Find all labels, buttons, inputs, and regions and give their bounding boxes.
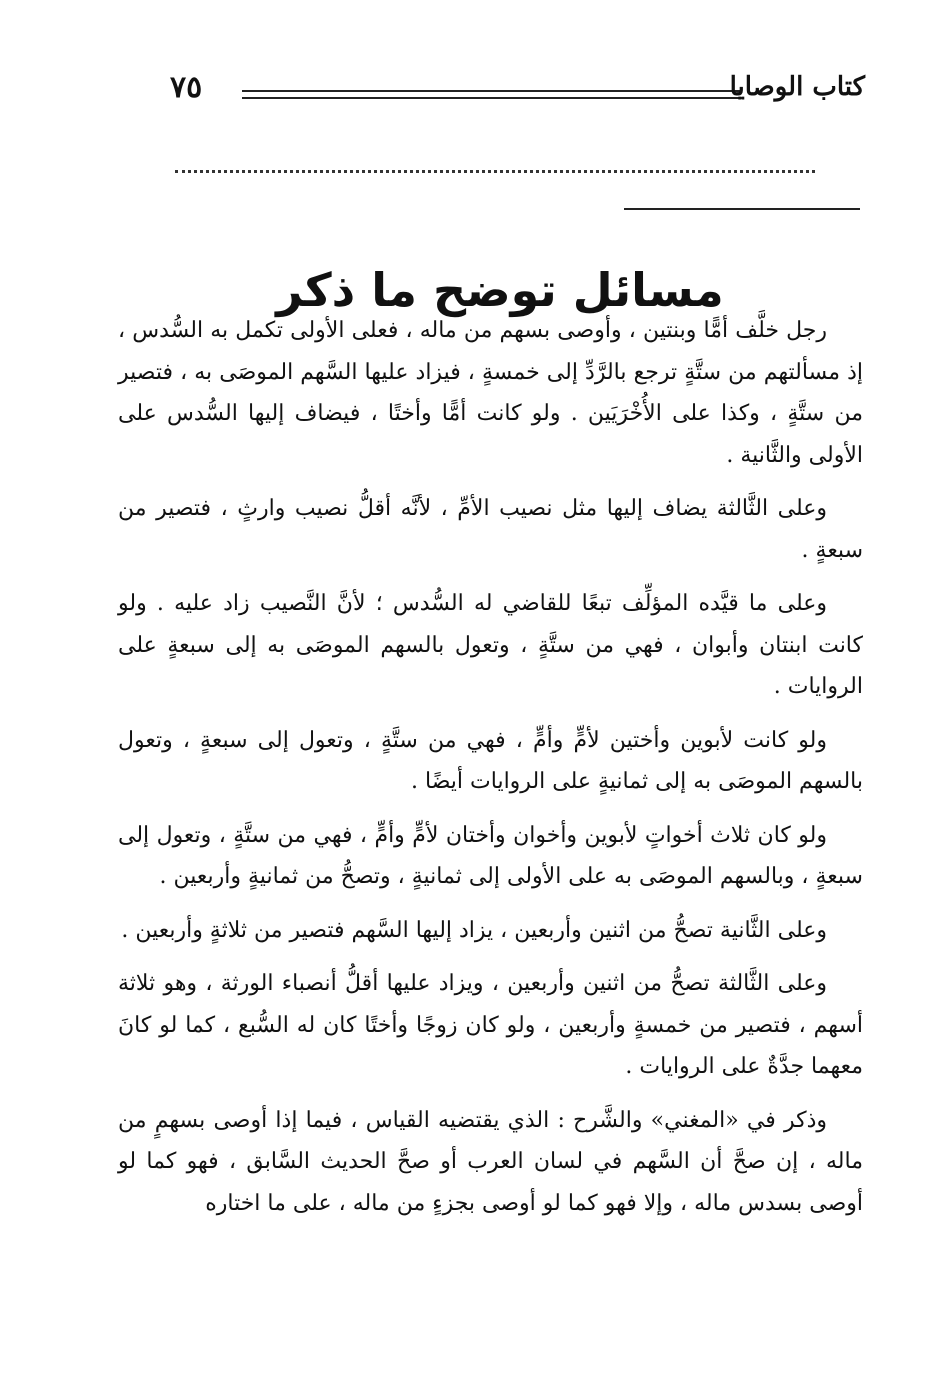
section-rule <box>624 208 860 210</box>
paragraph-7: وعلى الثَّالثة تصحُّ من اثنين وأربعين ، ويزاد عليها أقلُّ أنصباء الورثة ، وهو ثلاثة أسهم ، فتصير من خمسةٍ وأربعين ، ولو كان زوجًا وأختًا كان له السُّبع ، كما لو كانَ معهما جدَّةٌ على الروايات . <box>118 971 863 1079</box>
paragraph-2: وعلى الثَّالثة يضاف إليها مثل نصيب الأمِّ ، لأنَّه أقلُّ نصيب وارثٍ ، فتصير من سبعةٍ . <box>118 496 863 563</box>
body-text <box>118 310 863 1236</box>
header-rule <box>242 90 742 99</box>
paragraph-1: رجل خلَّف أمًّا وبنتين ، وأوصى بسهم من ماله ، فعلى الأولى تكمل به السُّدس ، إذ مسألتهم من ستَّةٍ ترجع بالرَّدِّ إلى خمسةٍ ، فيزاد عليها السَّهم الموصَى به ، فتصير من ستَّةٍ ، وكذا على الأُخْرَيَين . ولو كانت أمًّا وأختًا ، فيضاف إليها السُّدس على الأولى والثَّانية . <box>118 318 863 468</box>
section-heading: مسائل توضح ما ذكر <box>276 262 724 317</box>
paragraph-3: وعلى ما قيَّده المؤلِّف تبعًا للقاضي له السُّدس ؛ لأنَّ النَّصيب زاد عليه . ولو كانت ابنتان وأبوان ، فهي من ستَّةٍ ، وتعول بالسهم الموصَى به إلى سبعةٍ على الروايات . <box>118 591 863 699</box>
book-title: كتاب الوصايا <box>729 72 865 102</box>
paragraph-5: ولو كان ثلاث أخواتٍ لأبوين وأخوان وأختان لأمٍّ وأمٍّ ، فهي من ستَّةٍ ، وتعول إلى سبعةٍ ، وبالسهم الموصَى به على الأولى إلى ثمانيةٍ ، وتصحُّ من ثمانيةٍ وأربعين . <box>118 822 863 889</box>
page-number: ٧٥ <box>170 70 203 105</box>
paragraph-8: وذكر في «المغني» والشَّرح : الذي يقتضيه القياس ، فيما إذا أوصى بسهمٍ من ماله ، إن صحَّ أن السَّهم في لسان العرب أو صحَّ الحديث السَّابق ، فهو كما لو أوصى بسدس ماله ، وإلا فهو كما لو أوصى بجزءٍ من ماله ، على ما اختاره <box>118 1107 863 1216</box>
running-header <box>160 68 865 108</box>
paragraph-4: ولو كانت لأبوين وأختين لأمٍّ وأمٍّ ، فهي من ستَّةٍ ، وتعول إلى سبعةٍ ، وتعول بالسهم الموصَى به إلى ثمانيةٍ على الروايات أيضًا . <box>118 727 863 794</box>
paragraph-6: وعلى الثَّانية تصحُّ من اثنين وأربعين ، يزاد إليها السَّهم فتصير من ثلاثةٍ وأربعين . <box>121 917 827 943</box>
dotted-separator <box>175 170 815 173</box>
